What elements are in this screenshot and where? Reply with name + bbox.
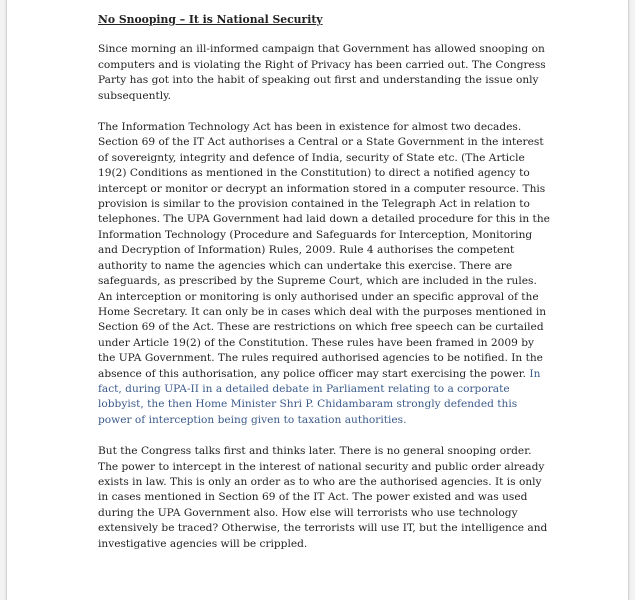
debate-link[interactable]: In fact, during UPA-II in a detailed debate in Parliament relating to a corporate lobbyist, the then Home Minister Shri P. Chidambaram strongly defended this power of interception being given to taxation authorities. [98,367,541,426]
document-page [6,0,629,600]
paragraph-1-text: Since morning an ill-informed campaign that Government has allowed snooping on computers and is violating the Right of Privacy has been carried out. The Congress Party has got into the habit of speaking out first and understanding the issue only subsequently. [98,43,546,102]
document-title: No Snooping – It is National Security [98,13,323,26]
paragraph-2 [98,120,550,428]
paragraph-1 [98,42,550,104]
document-body [98,12,550,568]
paragraph-2-text: The Information Technology Act has been in existence for almost two decades. Section 69 of the IT Act authorises a Central or a State Government in the interest of sovereignty, integrity and defence of India, security of State etc. (The Article 19(2) Conditions as mentioned in the Constitution) to direct a notified agency to intercept or monitor or decrypt an information stored in a computer resource. This provision is similar to the provision contained in the Telegraph Act in relation to telephones. The UPA Government had laid down a detailed procedure for this in the Information Technology (Procedure and Safeguards for Interception, Monitoring and Decryption of Information) Rules, 2009. Rule 4 authorises the competent authority to name the agencies which can undertake this exercise. There are safeguards, as prescribed by the Supreme Court, which are included in the rules. An interception or monitoring is only authorised under an specific approval of the Home Secretary. It can only be in cases which deal with the purposes mentioned in Section 69 of the Act. These are restrictions on which free speech can be curtailed under Article 19(2) of the Constitution. These rules have been framed in 2009 by the UPA Government. The rules required authorised agencies to be notified. In the absence of this authorisation, any police officer may start exercising the power. [98,121,550,380]
paragraph-3-text: But the Congress talks first and thinks later. There is no general snooping order. The power to intercept in the interest of national security and public order already exists in law. This is only an order as to who are the authorised agencies. It is only in cases mentioned in Section 69 of the IT Act. The power existed and was used during the UPA Government also. How else will terrorists who use technology extensively be traced? Otherwise, the terrorists will use IT, but the intelligence and investigative agencies will be crippled. [98,445,548,550]
paragraph-3 [98,444,550,552]
